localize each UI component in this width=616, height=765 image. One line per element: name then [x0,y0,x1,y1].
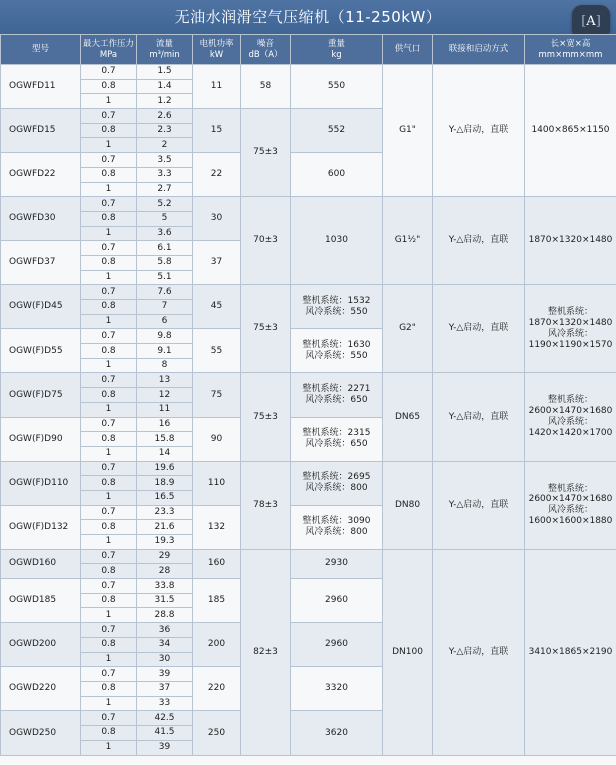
pressure-cell: 0.8 [81,211,137,226]
pressure-cell: 0.7 [81,579,137,594]
dims-cell-line: 2600×1470×1680 [528,494,613,505]
flow-cell: 7 [137,300,193,315]
outlet-cell: DN65 [383,373,433,461]
power-cell: 30 [193,197,241,241]
power-cell: 55 [193,329,241,373]
weight-cell [291,579,383,623]
outlet-cell: DN80 [383,461,433,549]
weight-cell-line: 风冷系统：800 [305,527,368,538]
weight-cell-line: 3320 [325,683,348,694]
dims-cell [525,461,616,549]
flow-cell: 2.7 [137,182,193,197]
model-cell: OGW(F)D132 [1,505,81,549]
flow-cell: 33 [137,696,193,711]
model-cell: OGWD200 [1,623,81,667]
weight-cell [291,417,383,461]
table-body [1,65,616,756]
model-cell: OGWD250 [1,711,81,756]
font-size-bracket-left: [ [581,14,587,29]
model-cell: OGW(F)D55 [1,329,81,373]
weight-cell-line: 风冷系统：650 [305,439,368,450]
pressure-cell: 1 [81,535,137,550]
power-cell: 160 [193,549,241,578]
pressure-cell: 0.8 [81,388,137,403]
flow-cell: 19.3 [137,535,193,550]
power-cell: 200 [193,623,241,667]
table-row [1,549,616,564]
weight-cell-line: 整机系统：1532 [302,296,371,307]
start-mode-cell: Y-△启动，直联 [433,197,525,285]
weight-cell-line: 风冷系统：650 [305,394,368,405]
pressure-cell: 0.8 [81,255,137,270]
header-power-label: 电机功率 [199,39,234,50]
header-flow-label: 流量 [155,39,173,50]
weight-cell-line: 整机系统：2315 [302,428,371,439]
pressure-cell: 1 [81,270,137,285]
power-cell: 15 [193,109,241,153]
pressure-cell: 1 [81,696,137,711]
model-cell: OGWFD22 [1,153,81,197]
pressure-cell: 0.7 [81,109,137,124]
weight-cell-line: 整机系统：2695 [302,472,371,483]
model-cell: OGW(F)D110 [1,461,81,505]
power-cell: 250 [193,711,241,756]
pressure-cell: 1 [81,402,137,417]
pressure-cell: 1 [81,490,137,505]
flow-cell: 3.5 [137,153,193,168]
pressure-cell: 1 [81,652,137,667]
dims-cell [525,197,616,285]
power-cell: 220 [193,667,241,711]
dims-cell-line: 风冷系统： [547,505,593,516]
pressure-cell: 1 [81,138,137,153]
power-cell: 22 [193,153,241,197]
flow-cell: 9.1 [137,344,193,359]
flow-cell: 11 [137,402,193,417]
model-cell: OGWFD30 [1,197,81,241]
flow-cell: 42.5 [137,711,193,726]
weight-cell [291,549,383,578]
dims-cell-line: 1420×1420×1700 [528,427,613,438]
flow-cell: 6 [137,314,193,329]
flow-cell: 33.8 [137,579,193,594]
model-cell: OGWFD37 [1,241,81,285]
pressure-cell: 0.8 [81,300,137,315]
dims-cell-line: 1190×1190×1570 [528,339,613,350]
dims-cell-line: 1400×865×1150 [531,125,610,136]
weight-cell [291,505,383,549]
noise-cell: 58 [241,65,291,109]
table-row [1,373,616,388]
outlet-cell: DN100 [383,549,433,755]
flow-cell: 28.8 [137,608,193,623]
power-cell: 185 [193,579,241,623]
pressure-cell: 1 [81,608,137,623]
dims-cell-line: 2600×1470×1680 [528,406,613,417]
start-mode-cell: Y-△启动，直联 [433,285,525,373]
pressure-cell: 0.7 [81,285,137,300]
power-cell: 37 [193,241,241,285]
flow-cell: 41.5 [137,725,193,740]
weight-cell [291,623,383,667]
pressure-cell: 0.7 [81,241,137,256]
model-cell: OGW(F)D75 [1,373,81,417]
page-title: 无油水润滑空气压缩机（11-250kW） [174,8,442,26]
weight-cell [291,461,383,505]
header-start: 联接和启动方式 [433,35,525,65]
flow-cell: 29 [137,549,193,564]
weight-cell [291,373,383,417]
flow-cell: 39 [137,667,193,682]
pressure-cell: 0.8 [81,725,137,740]
header-dims-label: 长×宽×高 [550,39,591,50]
weight-cell-line: 600 [327,169,346,180]
flow-cell: 13 [137,373,193,388]
power-cell: 110 [193,461,241,505]
dims-cell [525,549,616,755]
pressure-cell: 0.8 [81,564,137,579]
flow-cell: 16 [137,417,193,432]
flow-cell: 21.6 [137,520,193,535]
header-power-unit: kW [209,49,224,60]
start-mode-cell: Y-△启动，直联 [433,461,525,549]
table-header-row [1,35,616,65]
flow-cell: 15.8 [137,432,193,447]
weight-cell [291,109,383,153]
weight-cell-line: 2930 [325,558,348,569]
dims-cell-line: 风冷系统： [547,417,593,427]
model-cell: OGW(F)D90 [1,417,81,461]
pressure-cell: 0.8 [81,167,137,182]
dims-cell [525,65,616,197]
dims-cell-line: 整机系统： [547,307,593,318]
header-noise-label: 噪音 [256,39,274,50]
header-noise [241,35,291,65]
header-weight [291,35,383,65]
pressure-cell: 0.8 [81,123,137,138]
pressure-cell: 0.8 [81,476,137,491]
table-row [1,65,616,80]
pressure-cell: 0.8 [81,637,137,652]
pressure-cell: 0.7 [81,549,137,564]
model-cell: OGWFD11 [1,65,81,109]
outlet-cell: G1½" [383,197,433,285]
header-model: 型号 [1,35,81,65]
model-cell: OGWD185 [1,579,81,623]
dims-cell-line: 1600×1600×1880 [528,515,613,526]
flow-cell: 31.5 [137,593,193,608]
flow-cell: 5.8 [137,255,193,270]
weight-cell [291,711,383,756]
dims-cell-line: 风冷系统： [547,328,593,339]
pressure-cell: 0.7 [81,197,137,212]
power-cell: 11 [193,65,241,109]
flow-cell: 16.5 [137,490,193,505]
header-weight-label: 重量 [327,39,345,50]
pressure-cell: 0.7 [81,461,137,476]
pressure-cell: 0.8 [81,79,137,94]
pressure-cell: 0.7 [81,505,137,520]
pressure-cell: 1 [81,182,137,197]
weight-cell-line: 风冷系统：550 [305,350,368,361]
model-cell: OGWFD15 [1,109,81,153]
flow-cell: 2.6 [137,109,193,124]
header-outlet: 供气口 [383,35,433,65]
header-flow-unit: m³/min [149,49,180,60]
flow-cell: 37 [137,681,193,696]
power-cell: 75 [193,373,241,417]
pressure-cell: 0.8 [81,593,137,608]
pressure-cell: 1 [81,358,137,373]
pressure-cell: 0.7 [81,373,137,388]
header-dims-unit: mm×mm×mm [538,49,603,60]
header-flow [137,35,193,65]
flow-cell: 12 [137,388,193,403]
weight-cell-line: 风冷系统：550 [305,306,368,317]
header-weight-unit: kg [331,49,342,60]
spec-table [0,34,616,756]
dims-cell [525,373,616,461]
start-mode-cell: Y-△启动，直联 [433,373,525,461]
noise-cell: 82±3 [241,549,291,755]
start-mode-cell: Y-△启动，直联 [433,65,525,197]
table-row [1,197,616,212]
header-noise-unit: dB（A） [248,49,283,60]
weight-cell-line: 550 [327,81,346,92]
weight-cell-line: 风冷系统：800 [305,483,368,494]
flow-cell: 36 [137,623,193,638]
flow-cell: 8 [137,358,193,373]
model-cell: OGWD160 [1,549,81,578]
flow-cell: 23.3 [137,505,193,520]
weight-cell-line: 整机系统：3090 [302,516,371,527]
weight-cell [291,153,383,197]
weight-cell-line: 2960 [325,639,348,650]
flow-cell: 1.2 [137,94,193,109]
pressure-cell: 0.7 [81,65,137,80]
weight-cell [291,667,383,711]
dims-cell-line: 1870×1320×1480 [528,318,613,329]
model-cell: OGWD220 [1,667,81,711]
weight-cell-line: 552 [327,125,346,136]
pressure-cell: 0.7 [81,329,137,344]
flow-cell: 19.6 [137,461,193,476]
outlet-cell: G2" [383,285,433,373]
pressure-cell: 0.7 [81,417,137,432]
flow-cell: 14 [137,446,193,461]
outlet-cell: G1" [383,65,433,197]
flow-cell: 28 [137,564,193,579]
power-cell: 90 [193,417,241,461]
flow-cell: 39 [137,740,193,755]
weight-cell [291,197,383,285]
pressure-cell: 0.8 [81,520,137,535]
flow-cell: 5.2 [137,197,193,212]
weight-cell [291,285,383,329]
header-pressure-unit: MPa [99,49,118,60]
table-row [1,285,616,300]
pressure-cell: 1 [81,94,137,109]
header-power [193,35,241,65]
noise-cell: 75±3 [241,109,291,197]
flow-cell: 30 [137,652,193,667]
flow-cell: 5 [137,211,193,226]
dims-cell-line: 整机系统： [547,483,593,494]
model-cell: OGW(F)D45 [1,285,81,329]
header-pressure [81,35,137,65]
weight-cell-line: 整机系统：2271 [302,384,371,395]
header-pressure-label: 最大工作压力 [82,39,134,50]
pressure-cell: 0.8 [81,681,137,696]
noise-cell: 75±3 [241,373,291,461]
pressure-cell: 1 [81,740,137,755]
flow-cell: 9.8 [137,329,193,344]
flow-cell: 3.3 [137,167,193,182]
weight-cell [291,329,383,373]
flow-cell: 5.1 [137,270,193,285]
header-dims [525,35,616,65]
weight-cell [291,65,383,109]
pressure-cell: 1 [81,314,137,329]
weight-cell-line: 2960 [325,595,348,606]
noise-cell: 78±3 [241,461,291,549]
dims-cell [525,285,616,373]
dims-cell-line: 1870×1320×1480 [528,235,613,246]
dims-cell-line: 3410×1865×2190 [528,646,613,657]
flow-cell: 2 [137,138,193,153]
flow-cell: 2.3 [137,123,193,138]
flow-cell: 7.6 [137,285,193,300]
weight-cell-line: 整机系统：1630 [302,340,371,351]
power-cell: 132 [193,505,241,549]
flow-cell: 6.1 [137,241,193,256]
flow-cell: 1.5 [137,65,193,80]
noise-cell: 75±3 [241,285,291,373]
power-cell: 45 [193,285,241,329]
pressure-cell: 0.8 [81,432,137,447]
dims-cell-line: 整机系统： [547,395,593,406]
font-size-icon: A [586,14,596,29]
pressure-cell: 0.7 [81,711,137,726]
weight-cell-line: 1030 [325,235,348,246]
start-mode-cell: Y-△启动，直联 [433,549,525,755]
flow-cell: 34 [137,637,193,652]
weight-cell-line: 3620 [325,727,348,738]
flow-cell: 18.9 [137,476,193,491]
flow-cell: 1.4 [137,79,193,94]
noise-cell: 70±3 [241,197,291,285]
pressure-cell: 0.7 [81,623,137,638]
pressure-cell: 0.7 [81,667,137,682]
pressure-cell: 0.7 [81,153,137,168]
pressure-cell: 1 [81,226,137,241]
flow-cell: 3.6 [137,226,193,241]
pressure-cell: 1 [81,446,137,461]
table-row [1,461,616,476]
font-size-bracket-right: ] [595,14,601,29]
pressure-cell: 0.8 [81,344,137,359]
